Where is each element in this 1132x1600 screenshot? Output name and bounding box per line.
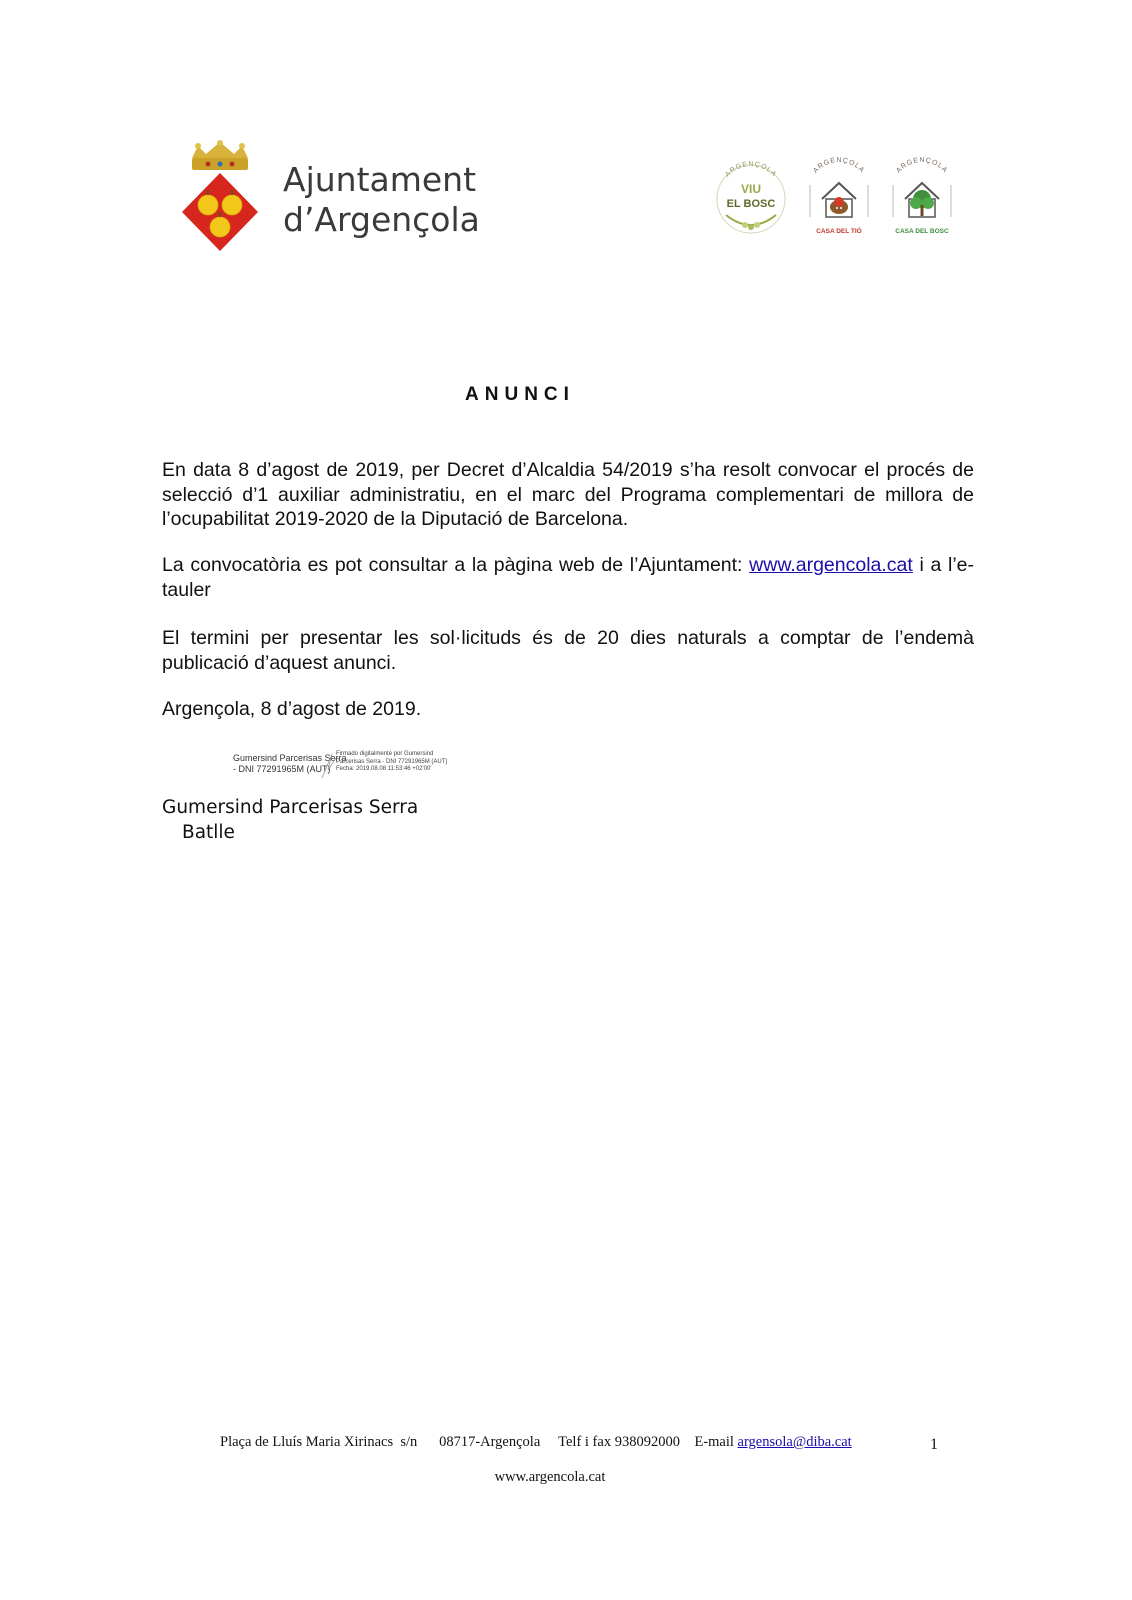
- stamp-name-line1: Gumersind Parcerisas Serra: [233, 753, 347, 763]
- casa-del-bosc-badge: [883, 155, 961, 243]
- stamp-detail-line3: Fecha: 2019.08.08 11:53:46 +02'00': [336, 766, 432, 772]
- page-number: 1: [930, 1436, 938, 1453]
- footer-phone: Telf i fax 938092000: [558, 1434, 680, 1450]
- paragraph-consult: [162, 553, 974, 602]
- paragraph-decree: En data 8 d’agost de 2019, per Decret d’Alcaldia 54/2019 s’ha resolt convocar el procés de selecció d’1 auxiliar administratiu, en el marc del Programa complementari de millora de l’ocupabilitat 2019-2020 de la Diputació de Barcelona.: [162, 459, 974, 530]
- signer-name: Gumersind Parcerisas Serra: [162, 797, 419, 818]
- footer-email-link[interactable]: argensola@diba.cat: [737, 1434, 852, 1450]
- document-title: ANUNCI: [465, 384, 575, 405]
- badge-1-arc-text: ARGENÇOLA: [724, 160, 778, 179]
- badge-1-line1: VIU: [740, 182, 762, 196]
- badge-2-caption: CASA DEL TIÓ: [816, 228, 862, 235]
- stamp-detail-line1: Firmado digitalmente por Gumersind: [336, 751, 434, 757]
- casa-del-tio-badge: [800, 155, 878, 243]
- footer-website: www.argencola.cat: [494, 1469, 606, 1485]
- footer-postal: 08717-Argençola: [439, 1434, 541, 1450]
- coat-of-arms-logo: [180, 140, 260, 255]
- badge-3-arc-text: ARGENÇOLA: [895, 156, 949, 175]
- paragraph-deadline: El termini per presentar les sol·licituds és de 20 dies naturals a comptar de l’endemà publicació d’aquest anunci.: [162, 627, 974, 674]
- viu-el-bosc-badge: [712, 155, 790, 243]
- organization-name: [283, 160, 480, 240]
- signer-role: Batlle: [182, 822, 235, 843]
- badge-2-arc-text: ARGENÇOLA: [812, 156, 866, 175]
- paragraph-consult-tail: i a l’e-tauler: [162, 554, 974, 601]
- svg-text:ARGENÇOLA: [724, 161, 777, 179]
- org-name-line2: d’Argençola: [283, 200, 480, 239]
- svg-text:ARGENÇOLA: [895, 157, 948, 175]
- website-link[interactable]: www.argencola.cat: [749, 554, 913, 576]
- stamp-detail-line2: Parcerisas Serra - DNI 77291965M (AUT): [336, 758, 448, 765]
- badge-3-caption: CASA DEL BOSC: [895, 228, 949, 235]
- footer-email-label: E-mail: [694, 1434, 738, 1450]
- paragraph-place-date: Argençola, 8 d’agost de 2019.: [162, 698, 422, 720]
- stamp-name-line2: - DNI 77291965M (AUT): [233, 764, 331, 774]
- paragraph-consult-text: La convocatòria es pot consultar a la pàgina web de l’Ajuntament:: [162, 554, 750, 576]
- footer-contact-line: [220, 1434, 852, 1451]
- svg-text:ARGENÇOLA: [812, 157, 865, 175]
- signature-stamp-detail: [336, 751, 447, 774]
- org-name-line1: Ajuntament: [283, 160, 477, 199]
- badge-1-line2: EL BOSC: [726, 198, 776, 210]
- footer-address: Plaça de Lluís Maria Xirinacs s/n: [220, 1434, 418, 1450]
